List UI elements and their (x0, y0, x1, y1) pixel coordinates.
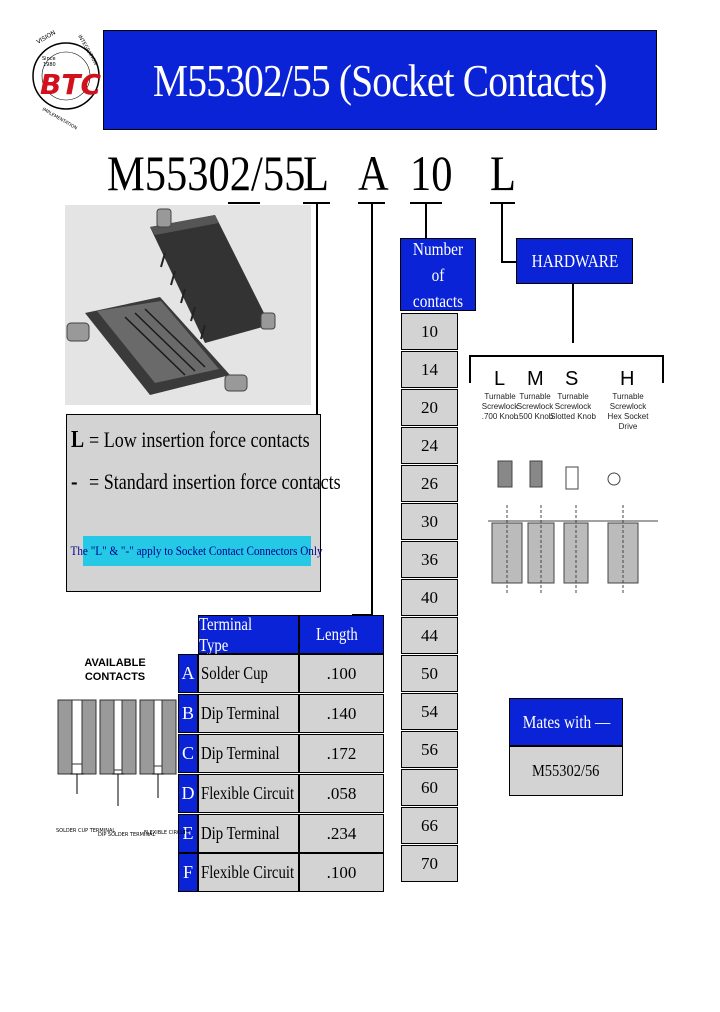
part-number-terminal-code: A (358, 145, 389, 201)
low-insertion-text: = Low insertion force contacts (89, 427, 310, 452)
terminal-length: .172 (299, 734, 384, 773)
hardware-header-text: HARDWARE (531, 250, 618, 271)
standard-insertion-text: = Standard insertion force contacts (89, 469, 341, 494)
btc-logo (30, 20, 102, 132)
terminal-type-header-text: Terminal Type (199, 613, 253, 655)
hardware-letter: L (494, 368, 506, 390)
svg-text:1980: 1980 (43, 62, 56, 68)
insertion-force-box (66, 414, 341, 592)
terminal-type: Flexible Circuit (198, 853, 299, 892)
svg-text:INTEGRATION: INTEGRATION (76, 34, 99, 67)
terminal-type-header (198, 615, 299, 654)
part-number-hardware-code: L (490, 145, 516, 201)
svg-text:VISION: VISION (35, 29, 57, 46)
hardware-letter: H (620, 368, 635, 390)
terminal-length: .100 (299, 654, 384, 693)
contact-count-cell: 26 (401, 465, 458, 502)
terminal-type: Solder Cup (198, 654, 299, 693)
standard-insertion-code: - (71, 469, 78, 495)
part-number-insertion-code: L (303, 145, 329, 201)
hardware-description: Turnable Screwlock Hex Socket Drive (607, 392, 649, 431)
terminal-type: Dip Terminal (198, 734, 299, 773)
contact-count-cell: 10 (401, 313, 458, 350)
contact-count-cell: 44 (401, 617, 458, 654)
terminal-type: Dip Terminal (198, 694, 299, 733)
terminal-type: Flexible Circuit (198, 774, 299, 813)
connector-photo (65, 205, 311, 405)
contact-count-cell: 70 (401, 845, 458, 882)
mates-with-header (509, 698, 623, 746)
contact-count-cell: 60 (401, 769, 458, 806)
table-row (178, 774, 384, 813)
terminal-code: E (178, 814, 198, 853)
terminal-type: Dip Terminal (198, 814, 299, 853)
hardware-letter: M (527, 368, 544, 390)
terminal-length: .100 (299, 853, 384, 892)
length-header-text: Length (316, 624, 358, 644)
terminal-code: B (178, 694, 198, 733)
terminal-length: .140 (299, 694, 384, 733)
table-row (178, 654, 384, 693)
low-insertion-line (71, 427, 310, 454)
contact-count-cell: 20 (401, 389, 458, 426)
svg-text:Since: Since (42, 56, 56, 62)
table-row (178, 853, 384, 892)
table-row (178, 734, 384, 773)
low-insertion-code: L (71, 427, 85, 453)
available-contacts-drawing (52, 694, 189, 854)
hardware-drawings (478, 455, 668, 595)
contact-count-cell: 14 (401, 351, 458, 388)
svg-text:IMPLEMENTATION: IMPLEMENTATION (41, 107, 78, 132)
contact-count-cell: 30 (401, 503, 458, 540)
length-header (299, 615, 384, 654)
mates-with-part-number: M55302/56 (532, 761, 600, 780)
contact-count-cell: 50 (401, 655, 458, 692)
hardware-header (516, 238, 633, 284)
contact-count-cell: 66 (401, 807, 458, 844)
hardware-letter: S (565, 368, 579, 390)
contacts-header-line2: contacts (412, 290, 464, 311)
insertion-note-text: The "L" & "-" apply to Socket Contact Connectors Only (70, 543, 324, 558)
contacts-header-line1: Number of (412, 238, 464, 285)
solder-cup-label: SOLDER CUP TERMINAL (56, 828, 116, 834)
hardware-description: Turnable Screwlock .700 Knob (481, 392, 519, 421)
flexible-circuit-label: FLEXIBLE CIRCUIT (144, 830, 189, 836)
contact-count-cell: 40 (401, 579, 458, 616)
mates-with-value (509, 746, 623, 796)
insertion-note (70, 536, 324, 566)
svg-text:BTC: BTC (40, 68, 101, 101)
hardware-description: Turnable Screwlock Slotted Knob (550, 392, 596, 421)
part-number-contact-count: 10 (410, 145, 453, 201)
table-row (178, 814, 384, 853)
terminal-code: C (178, 734, 198, 773)
contact-count-cell: 54 (401, 693, 458, 730)
mates-with-header-text: Mates with — (522, 711, 610, 732)
dip-solder-label: DIP SOLDER TERMINAL (98, 832, 156, 838)
contact-count-cell: 36 (401, 541, 458, 578)
contact-count-cell: 56 (401, 731, 458, 768)
available-contacts-title-line1: AVAILABLE (84, 657, 146, 669)
terminal-code: A (178, 654, 198, 693)
page-title: M55302/55 (Socket Contacts) (153, 54, 607, 106)
standard-insertion-line (71, 469, 341, 496)
part-number-base: M55302/55 (107, 145, 306, 201)
table-row (178, 694, 384, 733)
title-banner (103, 30, 657, 130)
terminal-code: D (178, 774, 198, 813)
available-contacts-title-line2: CONTACTS (84, 671, 146, 683)
terminal-length: .058 (299, 774, 384, 813)
available-contacts-title (70, 656, 160, 684)
contact-count-cell: 24 (401, 427, 458, 464)
hardware-description: Turnable Screwlock .500 Knob (516, 392, 554, 421)
contacts-header (400, 238, 476, 311)
terminal-code: F (178, 853, 198, 892)
terminal-length: .234 (299, 814, 384, 853)
